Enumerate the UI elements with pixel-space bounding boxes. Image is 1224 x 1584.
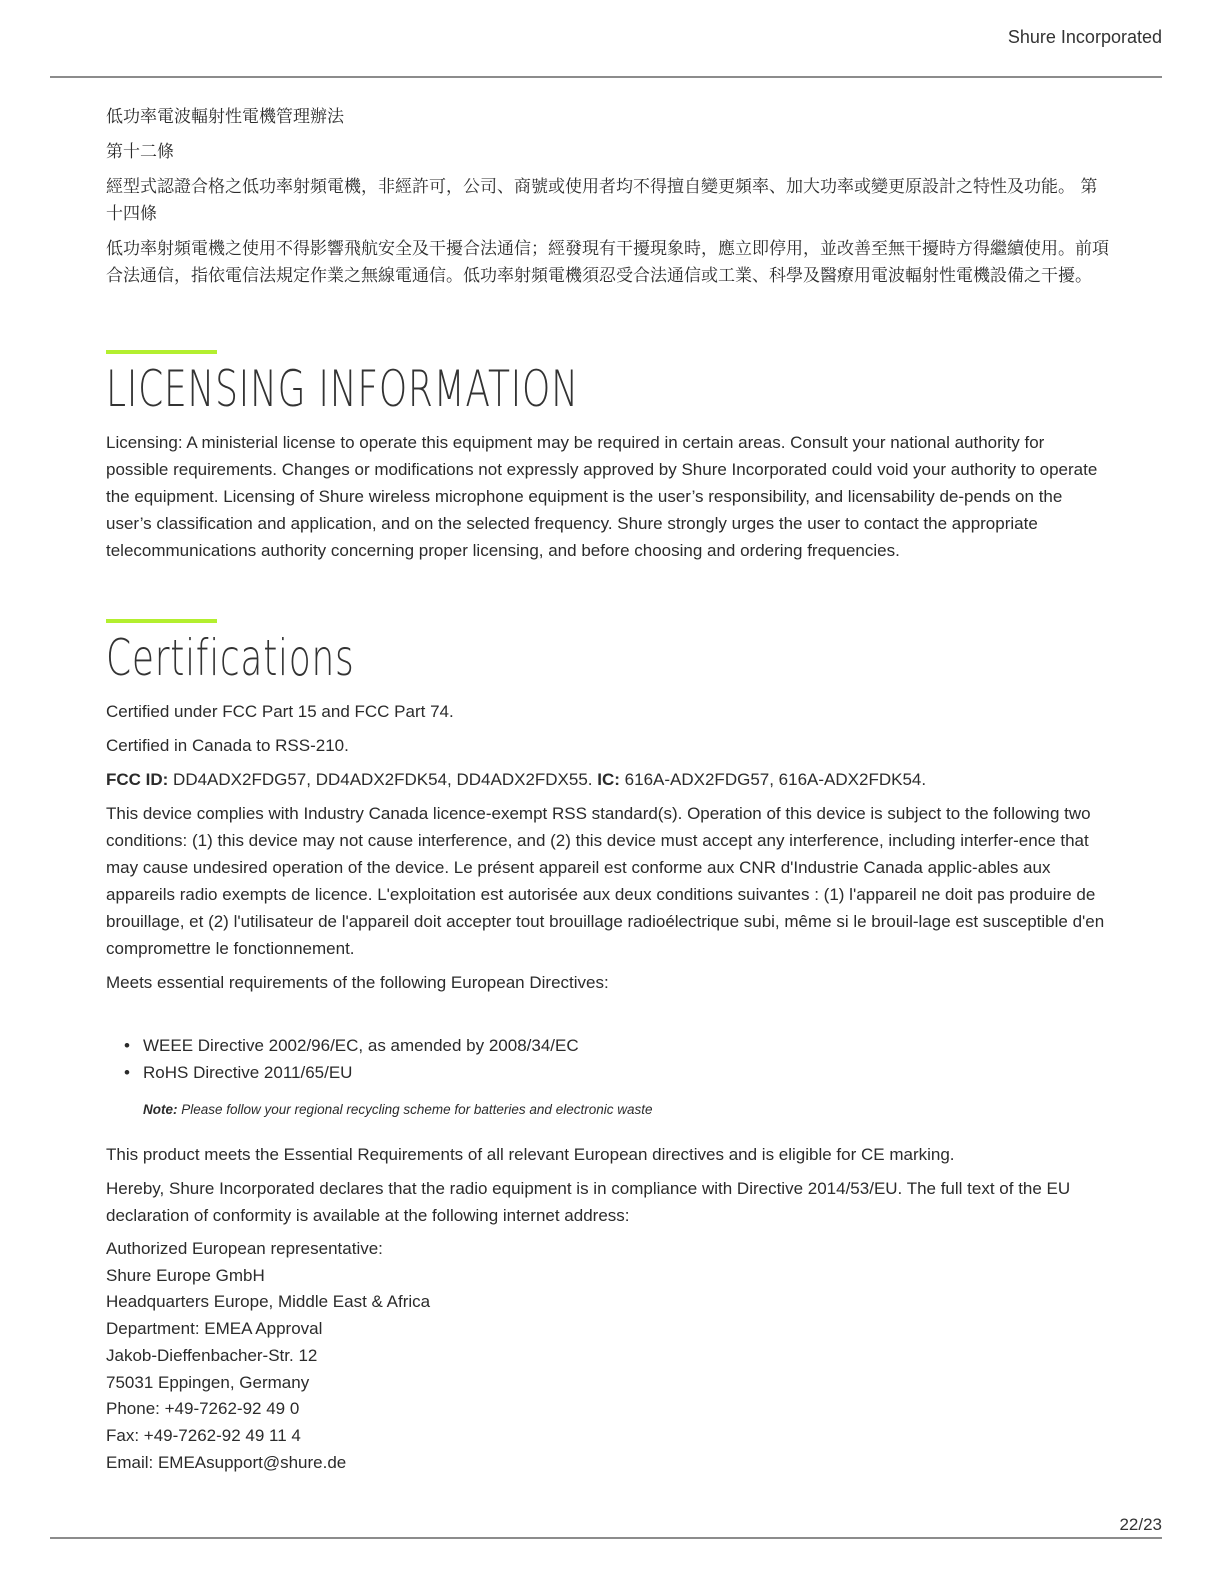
note-text: Please follow your regional recycling scheme for batteries and electronic waste bbox=[177, 1102, 653, 1117]
eu-directives-intro: Meets essential requirements of the following European Directives: bbox=[106, 973, 609, 992]
footer-rule bbox=[50, 1537, 1162, 1539]
fcc-id-value: DD4ADX2FDG57, DD4ADX2FDK54, DD4ADX2FDX55. bbox=[168, 770, 598, 789]
licensing-accent-bar bbox=[106, 350, 217, 354]
licensing-heading: LICENSING INFORMATION bbox=[106, 360, 579, 418]
industry-canada-text: This device complies with Industry Canada licence-exempt RSS standard(s). Operation of this device is subject to the following two conditions: (1) this device may not cause interference, and (2) this device must accept any interference, including interfer-ence that may cause undesired operation of the device. Le présent appareil est conforme aux CNR d'Industrie Canada applic-ables aux appareils radio exempts de licence. L'exploitation est autorisée aux deux conditions suivantes : (1) l'appareil ne doit pas produire de brouillage, et (2) l'utilisateur de l'appareil doit accepter tout brouillage radioélectrique subi, même si le brouil-lage est susceptible d'en compromettre le fonctionnement. bbox=[106, 804, 1105, 958]
directive-item: • RoHS Directive 2011/65/EU bbox=[124, 1059, 1110, 1086]
ic-value: 616A-ADX2FDG57, 616A-ADX2FDK54. bbox=[619, 770, 927, 789]
address-line: Department: EMEA Approval bbox=[106, 1319, 323, 1339]
directive-item: • WEEE Directive 2002/96/EC, as amended by 2008/34/EC bbox=[124, 1032, 1110, 1059]
header-company: Shure Incorporated bbox=[1007, 27, 1162, 47]
eu-representative-address bbox=[106, 1236, 1110, 1476]
taiwan-title: 低功率電波輻射性電機管理辦法 bbox=[106, 107, 344, 127]
address-line: Fax: +49-7262-92 49 11 4 bbox=[106, 1425, 301, 1445]
page-number: 22/23 bbox=[1119, 1515, 1162, 1534]
ic-label: IC: bbox=[597, 770, 620, 789]
address-line: Jakob-Dieffenbacher-Str. 12 bbox=[106, 1345, 318, 1365]
fcc-ic-ids bbox=[106, 766, 1110, 793]
fcc-part-text: Certified under FCC Part 15 and FCC Part 74. bbox=[106, 702, 454, 721]
canada-rss-text: Certified in Canada to RSS-210. bbox=[106, 736, 349, 755]
address-line: Email: EMEAsupport@shure.de bbox=[106, 1452, 347, 1472]
address-line: Shure Europe GmbH bbox=[106, 1265, 265, 1285]
taiwan-article-12: 第十二條 bbox=[106, 142, 174, 162]
address-line: 75031 Eppingen, Germany bbox=[106, 1372, 310, 1392]
certifications-heading: Certifications bbox=[106, 629, 355, 687]
page-content bbox=[106, 104, 1110, 1476]
address-line: Headquarters Europe, Middle East & Africa bbox=[106, 1292, 431, 1312]
certifications-accent-bar bbox=[106, 619, 217, 623]
ce-marking-text: This product meets the Essential Requirements of all relevant European directives and is eligible for CE marking. bbox=[106, 1145, 955, 1164]
note-label: Note: bbox=[143, 1102, 178, 1117]
directive-list bbox=[106, 1032, 1110, 1086]
header-rule bbox=[50, 76, 1162, 78]
address-line: Authorized European representative: bbox=[106, 1239, 383, 1258]
taiwan-paragraph-1: 經型式認證合格之低功率射頻電機，非經許可，公司、商號或使用者均不得擅自變更頻率、加大功率或變更原設計之特性及功能。 第十四條 bbox=[106, 177, 1098, 224]
licensing-body: Licensing: A ministerial license to operate this equipment may be required in certain areas. Consult your national authority for possible requirements. Changes or modifications not expressly approved by Shure Incorporated could void your authority to operate the equipment. Licensing of Shure wireless microphone equipment is the user’s responsibility, and licensability de-pends on the user’s classification and application, and on the selected frequency. Shure strongly urges the user to contact the appropriate telecommunications authority concerning proper licensing, and before choosing and ordering frequencies. bbox=[106, 433, 1098, 560]
recycling-note bbox=[143, 1102, 1110, 1117]
declaration-text: Hereby, Shure Incorporated declares that the radio equipment is in compliance with Directive 2014/53/EU. The full text of the EU declaration of conformity is available at the following internet address: bbox=[106, 1179, 1071, 1225]
taiwan-paragraph-2: 低功率射頻電機之使用不得影響飛航安全及干擾合法通信；經發現有干擾現象時，應立即停用，並改善至無干擾時方得繼續使用。前項合法通信，指依電信法規定作業之無線電通信。低功率射頻電機須忍受合法通信或工業、科學及醫療用電波輻射性電機設備之干擾。 bbox=[106, 239, 1109, 286]
fcc-id-label: FCC ID: bbox=[106, 770, 169, 789]
address-line: Phone: +49-7262-92 49 0 bbox=[106, 1399, 300, 1419]
